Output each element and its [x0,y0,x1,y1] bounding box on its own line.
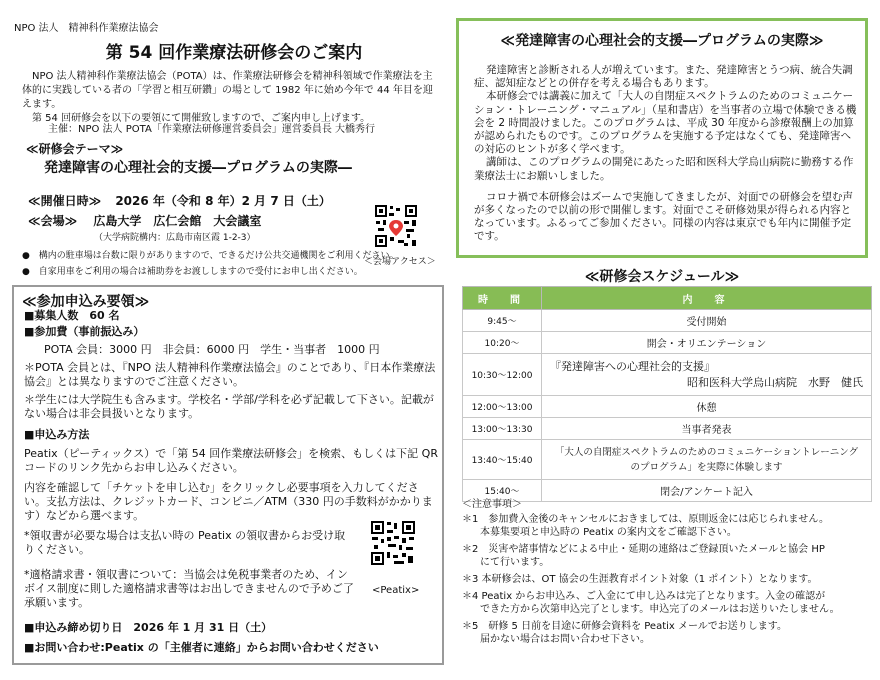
note-5 [462,620,872,646]
table-row [463,332,872,354]
schedule-content: 当事者発表 [542,418,872,440]
capacity-line: ■募集人数 60 名 [24,309,120,322]
schedule-content [542,354,872,396]
note-1 [462,513,872,539]
fee-value: POTA 会員：3000 円 非会員：6000 円 学生・当事者 1000 円 [44,343,380,356]
deadline-line: ■申込み締め切り日 2026 年 1 月 31 日（土） [24,621,273,634]
schedule-header-content: 内 容 [542,287,872,310]
schedule-content: 受付開始 [542,310,872,332]
car-note-text: 自家用車をご利用の場合は補助券をお渡ししますので受付にお申し出ください。 [38,267,363,277]
workshop-line-1: 「大人の自閉症スペクトラムのためのコミュニケーショントレーニング [554,446,859,458]
invoice-note: *適格請求書・領収書について：当協会は免税事業者のため、インボイス制度に則した適格請求書等はお出しできませんので予めご了承願います。 [24,568,354,609]
program-description [474,64,858,252]
program-paragraph-2: 本研修会では講義に加えて「大人の自閉症スペクトラムのためのコミュニケーション・トレーニング・マニュアル」（星和書店）を当事者の立場で体験できる機会を 2 時間設けました。このプログラムは、平成 30 年度から診療報酬上の加算が認められたものです。このプログラムを実施する予定はなくても、発達障害への対応のヒントが多く学べます。 [474,90,857,156]
program-paragraph-1: 発達障害と診断される人が増えています。また、発達障害とうつ病、統合失調症、認知症などとの併存を考える場合もあります。 [474,64,853,90]
venue-qr-caption: ＜会場アクセス＞ [364,257,436,267]
notes-title: ＜注意事項＞ [462,499,522,510]
lecturer-name: 昭和医科大学烏山病院 水野 健氏 [687,375,863,389]
method-paragraph-1: Peatix（ピーティックス）で「第 54 回作業療法研修会」を検索、もしくは下記 QR コードのリンク先からお申し込みください。 [24,447,438,474]
schedule-time: 12:00～13:00 [463,396,542,418]
intro-text [22,70,440,126]
venue-row [28,212,261,229]
schedule-time: 13:00～13:30 [463,418,542,440]
note-4-line-2: できた方から次第申込完了とします。申込完了のメールはお送りいたしません。 [480,604,840,615]
note-2-line-1: ＊2 災害や諸事情などによる中止・延期の連絡はご登録頂いたメールと協会 HP [462,544,825,555]
contact-line: ■お問い合わせ:Peatix の「主催者に連絡」からお問い合わせください [24,641,379,654]
note-4 [462,590,872,616]
qr-code-icon [374,204,418,248]
fee-note-member: ＊POTA 会員とは、『NPO 法人精神科作業療法協会』のことであり、『日本作業療法協会』とは異なりますのでご注意ください。 [24,361,436,388]
organization-name: NPO 法人 精神科作業療法協会 [14,23,159,34]
qr-code-icon [370,520,416,566]
schedule-time: 10:30～12:00 [463,354,542,396]
date-value: 2026 年（令和 8 年）2 月 7 日（土） [115,194,331,208]
note-1-line-2: 本募集要項と申込時の Peatix の案内文をご確認下さい。 [480,527,737,538]
note-5-line-1: ＊5 研修 5 日前を目途に研修会資料を Peatix メールでお送りします。 [462,621,788,632]
schedule-content: 閉会/アンケート記入 [542,480,872,502]
note-4-line-1: ＊4 Peatix からお申込み、ご入金にて申し込みは完了となります。入金の確認が [462,591,826,602]
schedule-time: 15:40～ [463,480,542,502]
note-2 [462,543,872,569]
schedule-table [462,286,872,502]
venue-label: ≪会場≫ [28,214,78,228]
theme-label: ≪研修会テーマ≫ [26,142,124,156]
lecture-title: 『発達障害への心理社会的支援』 [550,359,715,373]
schedule-content [542,440,872,480]
table-row [463,310,872,332]
schedule-content: 休憩 [542,396,872,418]
page-title: 第 54 回作業療法研修会のご案内 [105,43,363,63]
schedule-header-time: 時 間 [463,287,542,310]
bullet-icon: ● [22,267,30,277]
schedule-time: 9:45～ [463,310,542,332]
peatix-qr-code[interactable] [370,520,416,566]
note-5-line-2: 届かない場合はお問い合わせ下さい。 [480,634,650,645]
theme-title: 発達障害の心理社会的支援―プログラムの実際― [44,160,352,176]
table-row [463,354,872,396]
parking-note [22,250,399,262]
program-paragraph-3: 講師は、このプログラムの開発にあたった昭和医科大学烏山病院に勤務する作業療法士にお願いしました。 [474,156,854,182]
note-1-line-1: ＊1 参加費入金後のキャンセルにおきましては、原則返金には応じられません。 [462,514,829,525]
schedule-header-row [463,287,872,310]
intro-paragraph-1: NPO 法人精神科作業療法協会（POTA）は、作業療法研修会を精神科領域で作業療法を主体的に実践している者の「学習と相互研鑽」の場として 1982 年に始め今年で 44 年目を迎えます。 [22,71,433,110]
method-label: ■申込み方法 [24,428,90,441]
host-line: 主催：NPO 法人 POTA「作業療法研修運営委員会」運営委員長 大橋秀行 [48,124,375,135]
date-row [28,192,331,209]
program-title: ≪発達障害の心理社会的支援―プログラムの実際≫ [500,33,824,49]
table-row [463,418,872,440]
venue-value: 広島大学 広仁会館 大会議室 [93,214,262,228]
parking-note-text: 構内の駐車場は台数に限りがありますので、できるだけ公共交通機関をご利用ください。 [38,251,399,261]
venue-address: （大学病院構内：広島市南区霞 1-2-3） [94,233,256,243]
car-note [22,266,363,278]
notes-section [462,498,872,650]
intro-paragraph-2: 第 54 回研修会を以下の要領にて開催致しますので、ご案内申し上げます。 [32,113,371,124]
table-row [463,396,872,418]
schedule-time: 13:40～15:40 [463,440,542,480]
receipt-note: *領収書が必要な場合は支払い時の Peatix の領収書からお受け取りください。 [24,529,346,556]
schedule-title: ≪研修会スケジュール≫ [584,269,740,285]
note-2-line-2: にて行います。 [480,557,550,568]
registration-title: ≪参加申込み要領≫ [22,294,150,310]
venue-access-qr-code[interactable] [374,204,418,248]
peatix-qr-caption: <Peatix> [372,585,420,596]
bullet-icon: ● [22,251,30,261]
schedule-content: 開会・オリエンテーション [542,332,872,354]
workshop-line-2: のプログラム」を実際に体験します [630,461,783,473]
method-paragraph-2: 内容を確認して「チケットを申し込む」をクリックし必要事項を入力してください。支払方法は、クレジットカード、コンビニ／ATM（330 円の手数料がかかります）などから選べます。 [24,481,433,522]
table-row [463,440,872,480]
fee-label: ■参加費（事前振込み） [24,325,145,338]
program-paragraph-4: コロナ禍で本研修会はズームで実施してきましたが、対面での研修会を望む声が多くなったので以前の形で開催します。対面でこそ研修効果が得られる内容となっています。ふるってご参加ください。同様の内容は東京でも年内に開催予定です。 [474,190,853,243]
schedule-time: 10:20～ [463,332,542,354]
note-3: ＊3 本研修会は、OT 協会の生涯教育ポイント対象（1 ポイント）となります。 [462,574,818,585]
fee-note-student: ＊学生には大学院生も含みます。学校名・学部/学科を必ず記載して下さい。記載がない場合は非会員扱いとなります。 [24,393,434,420]
date-label: ≪開催日時≫ [28,194,102,208]
